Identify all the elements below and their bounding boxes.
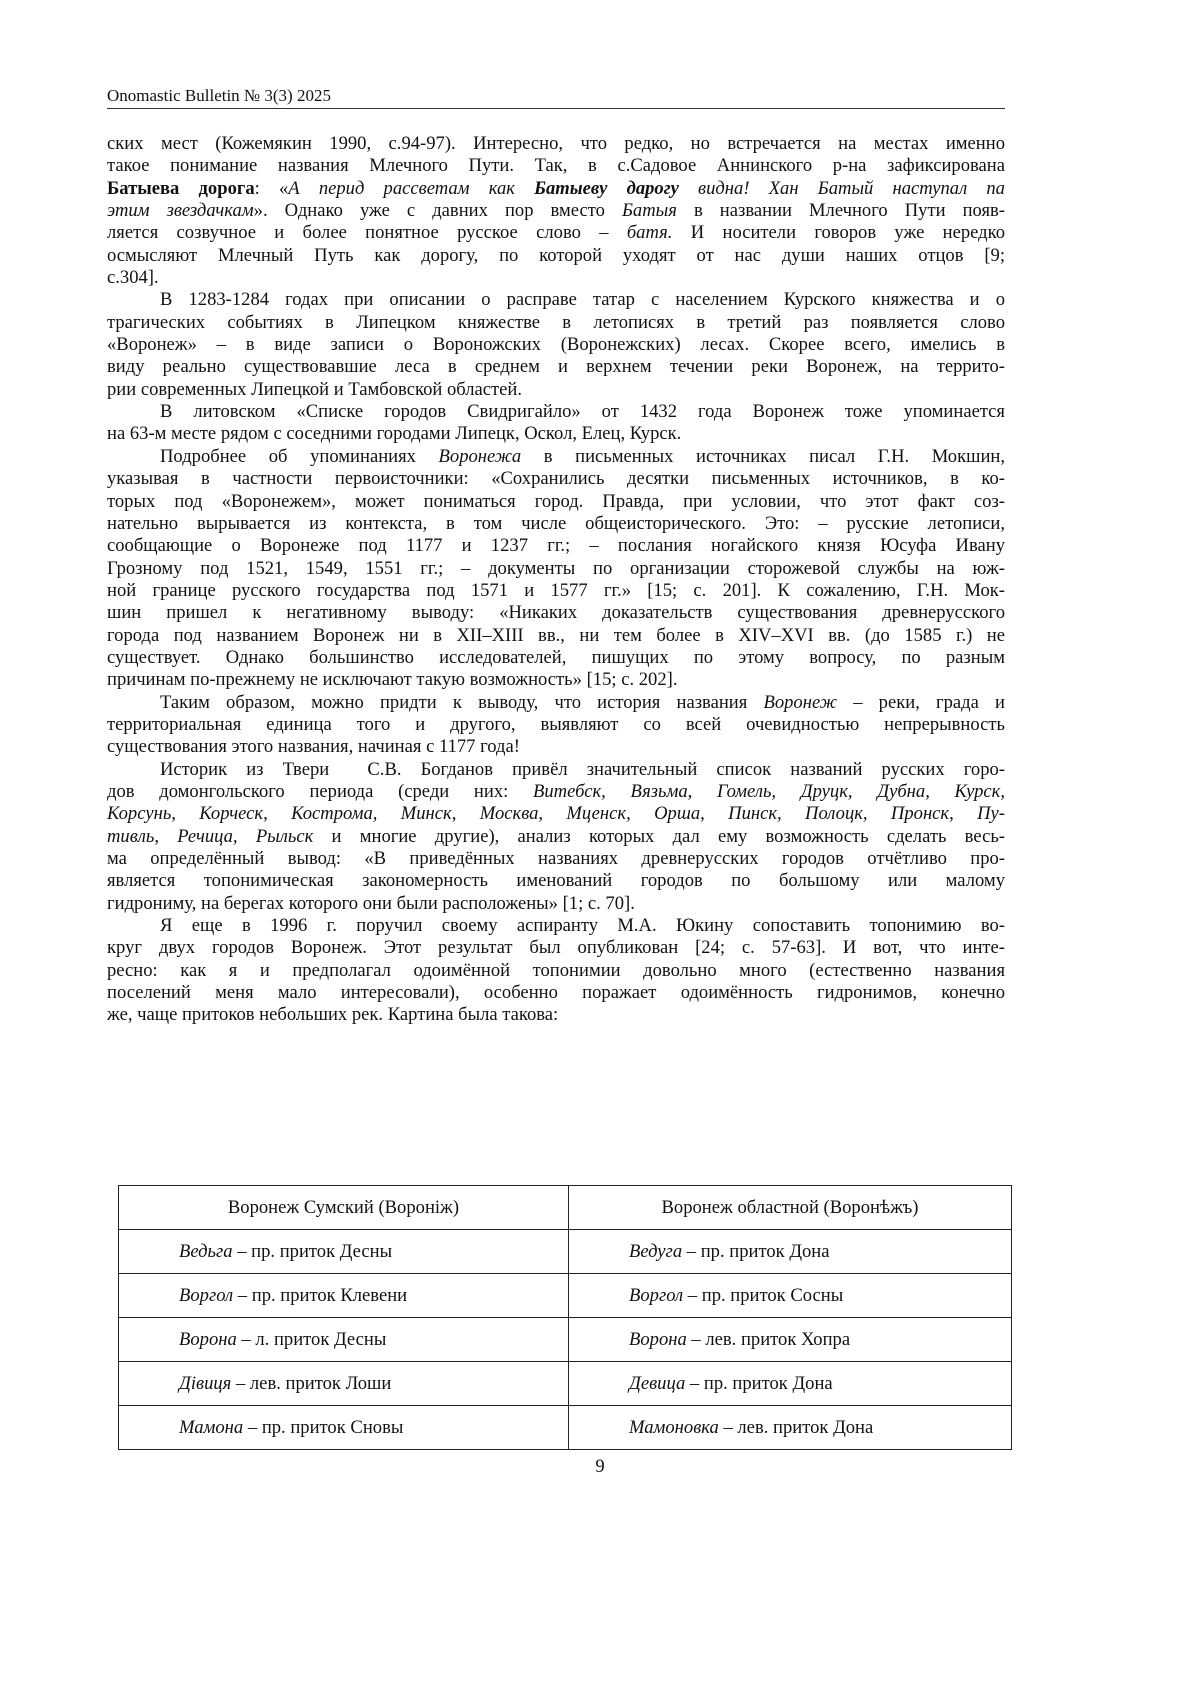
river-name: Ведуга bbox=[629, 1241, 682, 1262]
river-description: – лев. приток Хопра bbox=[687, 1329, 850, 1350]
text-line bbox=[107, 893, 1005, 915]
page-number: 9 bbox=[0, 1456, 1200, 1478]
text-line bbox=[107, 692, 1005, 714]
text-run: нательно вырывается из контекста, в том числе общеисторического. Это: – русские летописи, bbox=[107, 513, 1005, 534]
text-run: является топонимическая закономерность именований городов по большому или малому bbox=[107, 870, 1005, 891]
text-run: города под названием Воронеж ни в XII–XIII вв., ни тем более в XIV–XVI вв. (до 1585 г.) не bbox=[107, 625, 1005, 646]
running-header: Onomastic Bulletin № 3(3) 2025 bbox=[107, 86, 331, 106]
river-name: Девица bbox=[629, 1373, 685, 1394]
river-description: – пр. приток Сновы bbox=[243, 1417, 403, 1438]
river-name: Ворона bbox=[629, 1329, 687, 1350]
text-line bbox=[107, 580, 1005, 602]
text-run: ной границе русского государства под 1571 и 1577 гг.» [15; с. 201]. К сожалению, Г.Н. Мок- bbox=[107, 580, 1005, 601]
text-run: существования этого названия, начиная с 1177 года! bbox=[107, 736, 520, 757]
text-run: ма определённый вывод: «В приведённых названиях древнерусских городов отчётливо про- bbox=[107, 848, 1005, 869]
text-run: осмысляют Млечный Путь как дорогу, по которой уходят от нас души наших отцов [9; bbox=[107, 245, 1005, 266]
text-line bbox=[107, 267, 1005, 289]
paragraph bbox=[107, 915, 1005, 1027]
river-description: – пр. приток Дона bbox=[685, 1373, 832, 1394]
table-header-row bbox=[119, 1186, 1012, 1230]
text-line bbox=[107, 513, 1005, 535]
river-description: – пр. приток Дона bbox=[682, 1241, 829, 1262]
text-line bbox=[107, 1004, 1005, 1026]
text-line bbox=[107, 803, 1005, 825]
text-run: шин пришел к негативному выводу: «Никаких доказательств существования древнерусского bbox=[107, 602, 1005, 623]
text-line bbox=[107, 781, 1005, 803]
text-run: В 1283-1284 годах при описании о расправе татар с населением Курского княжества и о bbox=[160, 289, 1005, 310]
text-line bbox=[107, 379, 1005, 401]
text-run: Воронеж bbox=[763, 692, 837, 713]
table-cell bbox=[119, 1406, 569, 1450]
text-line bbox=[107, 848, 1005, 870]
text-run: ских мест (Кожемякин 1990, с.94-97). Интересно, что редко, но встречается на местах именно bbox=[107, 133, 1005, 154]
table-row bbox=[119, 1230, 1012, 1274]
text-run: дов домонгольского периода (среди них: bbox=[107, 781, 533, 802]
text-line bbox=[107, 736, 1005, 758]
text-line bbox=[107, 468, 1005, 490]
river-name: Ворона bbox=[179, 1329, 237, 1350]
text-line bbox=[107, 982, 1005, 1004]
text-line bbox=[107, 401, 1005, 423]
table-cell bbox=[569, 1230, 1012, 1274]
paragraph bbox=[107, 692, 1005, 759]
text-line bbox=[107, 602, 1005, 624]
text-run: виду реально существовавшие леса в среднем и верхнем течении реки Воронеж, на террито- bbox=[107, 356, 1005, 377]
text-run: – реки, града и bbox=[837, 692, 1005, 713]
text-line bbox=[107, 870, 1005, 892]
text-run: этим звездачкам bbox=[107, 200, 254, 221]
river-name: Воргол bbox=[179, 1285, 233, 1306]
table-cell bbox=[119, 1274, 569, 1318]
column-header: Воронеж Сумский (Вороніж) bbox=[119, 1186, 569, 1230]
text-line bbox=[107, 647, 1005, 669]
table-cell bbox=[119, 1362, 569, 1406]
table-row bbox=[119, 1406, 1012, 1450]
text-run: тивль, Речица, Рыльск bbox=[107, 826, 313, 847]
text-run: Историк из Твери С.В. Богданов привёл значительный список названий русских горо- bbox=[160, 759, 1005, 780]
table-cell bbox=[119, 1230, 569, 1274]
text-line bbox=[107, 826, 1005, 848]
table-row bbox=[119, 1362, 1012, 1406]
header-rule bbox=[107, 108, 1005, 109]
text-run: Батыеву дарогу bbox=[534, 178, 679, 199]
text-run: рии современных Липецкой и Тамбовской областей. bbox=[107, 379, 522, 400]
text-line bbox=[107, 558, 1005, 580]
river-name: Мамона bbox=[179, 1417, 243, 1438]
table-cell bbox=[569, 1406, 1012, 1450]
table-cell bbox=[569, 1362, 1012, 1406]
text-line bbox=[107, 133, 1005, 155]
table-row bbox=[119, 1318, 1012, 1362]
text-run: И носители говоров уже нередко bbox=[672, 222, 1005, 243]
text-run: Я еще в 1996 г. поручил своему аспиранту М.А. Юкину сопоставить топонимию во- bbox=[160, 915, 1005, 936]
text-run: Подробнее об упоминаниях bbox=[160, 446, 439, 467]
text-line bbox=[107, 535, 1005, 557]
text-run: Воронежа bbox=[439, 446, 522, 467]
text-run: А перид рассветам как bbox=[288, 178, 534, 199]
text-run: поселений меня мало интересовали), особенно поражает одоимённость гидронимов, конечно bbox=[107, 982, 1005, 1003]
river-description: – пр. приток Клевени bbox=[233, 1285, 407, 1306]
text-line bbox=[107, 625, 1005, 647]
text-line bbox=[107, 446, 1005, 468]
river-description: – лев. приток Лоши bbox=[231, 1373, 391, 1394]
table-cell bbox=[569, 1274, 1012, 1318]
text-line bbox=[107, 960, 1005, 982]
text-line bbox=[107, 669, 1005, 691]
text-line bbox=[107, 915, 1005, 937]
text-line bbox=[107, 423, 1005, 445]
text-line bbox=[107, 937, 1005, 959]
paragraph bbox=[107, 289, 1005, 401]
text-run: В литовском «Списке городов Свидригайло» от 1432 года Воронеж тоже упоминается bbox=[160, 401, 1005, 422]
text-line bbox=[107, 356, 1005, 378]
river-description: – пр. приток Десны bbox=[233, 1241, 393, 1262]
table-row bbox=[119, 1274, 1012, 1318]
text-run: Грозному под 1521, 1549, 1551 гг.; – документы по организации сторожевой службы на юж- bbox=[107, 558, 1005, 579]
river-name: Ведьга bbox=[179, 1241, 233, 1262]
river-description: – пр. приток Сосны bbox=[683, 1285, 843, 1306]
text-run: гидрониму, на берегах которого они были расположены» [1; с. 70]. bbox=[107, 893, 635, 914]
text-run: Таким образом, можно придти к выводу, что история названия bbox=[160, 692, 763, 713]
text-line bbox=[107, 491, 1005, 513]
text-run: батя. bbox=[627, 222, 673, 243]
river-description: – лев. приток Дона bbox=[719, 1417, 873, 1438]
text-line bbox=[107, 312, 1005, 334]
table-cell bbox=[119, 1318, 569, 1362]
body-text bbox=[107, 133, 1005, 1027]
text-run: видна! Хан Батый наступал па bbox=[679, 178, 1005, 199]
text-run: в названии Млечного Пути появ- bbox=[677, 200, 1005, 221]
text-run: и многие другие), анализ которых дал ему возможность сделать весь- bbox=[313, 826, 1005, 847]
river-name: Дівиця bbox=[179, 1373, 231, 1394]
column-header: Воронеж областной (Воронѣжъ) bbox=[569, 1186, 1012, 1230]
text-line bbox=[107, 759, 1005, 781]
text-run: с.304]. bbox=[107, 267, 159, 288]
text-run: в письменных источниках писал Г.Н. Мокшин, bbox=[521, 446, 1005, 467]
text-line bbox=[107, 155, 1005, 177]
text-run: такое понимание названия Млечного Пути. Так, в с.Садовое Аннинского р-на зафиксирована bbox=[107, 155, 1005, 176]
paragraph bbox=[107, 133, 1005, 289]
table-cell bbox=[569, 1318, 1012, 1362]
river-name: Воргол bbox=[629, 1285, 683, 1306]
hydronym-table bbox=[118, 1185, 1012, 1450]
text-line bbox=[107, 200, 1005, 222]
text-line bbox=[107, 334, 1005, 356]
paragraph bbox=[107, 446, 1005, 692]
text-run: круг двух городов Воронеж. Этот результат был опубликован [24; с. 57-63]. И вот, что инте- bbox=[107, 937, 1005, 958]
text-run: ». Однако уже с давних пор вместо bbox=[254, 200, 622, 221]
text-line bbox=[107, 245, 1005, 267]
text-run: причинам по-прежнему не исключают такую возможность» [15; с. 202]. bbox=[107, 669, 677, 690]
river-description: – л. приток Десны bbox=[237, 1329, 387, 1350]
text-run: же, чаще притоков небольших рек. Картина была такова: bbox=[107, 1004, 558, 1025]
paragraph bbox=[107, 401, 1005, 446]
text-run: территориальная единица того и другого, выявляют со всей очевидностью непрерывность bbox=[107, 714, 1005, 735]
text-run: существует. Однако большинство исследователей, пишущих по этому вопросу, по разным bbox=[107, 647, 1005, 668]
text-run: Корсунь, Корческ, Кострома, Минск, Москва, Мценск, Орша, Пинск, Полоцк, Пронск, Пу- bbox=[107, 803, 1005, 824]
text-line bbox=[107, 178, 1005, 200]
text-run: на 63-м месте рядом с соседними городами Липецк, Оскол, Елец, Курск. bbox=[107, 423, 681, 444]
text-run: : « bbox=[255, 178, 289, 199]
text-run: Батыя bbox=[622, 200, 677, 221]
text-run: ляется созвучное и более понятное русское слово – bbox=[107, 222, 627, 243]
paragraph bbox=[107, 759, 1005, 915]
text-run: «Воронеж» – в виде записи о Вороножских (Воронежских) лесах. Скорее всего, имелись в bbox=[107, 334, 1005, 355]
text-run: указывая в частности первоисточники: «Сохранились десятки письменных источников, в ко- bbox=[107, 468, 1005, 489]
river-name: Мамоновка bbox=[629, 1417, 719, 1438]
text-line bbox=[107, 289, 1005, 311]
text-run: сообщающие о Воронеже под 1177 и 1237 гг.; – послания ногайского князя Юсуфа Ивану bbox=[107, 535, 1005, 556]
text-line bbox=[107, 714, 1005, 736]
text-run: Батыева дорога bbox=[107, 178, 255, 199]
text-run: торых под «Воронежем», может пониматься город. Правда, при условии, что этот факт соз- bbox=[107, 491, 1005, 512]
text-run: ресно: как я и предполагал одоимённой топонимии довольно много (естественно названия bbox=[107, 960, 1005, 981]
text-run: трагических событиях в Липецком княжестве в летописях в третий раз появляется слово bbox=[107, 312, 1005, 333]
text-run: Витебск, Вязьма, Гомель, Друцк, Дубна, Курск, bbox=[533, 781, 1005, 802]
text-line bbox=[107, 222, 1005, 244]
